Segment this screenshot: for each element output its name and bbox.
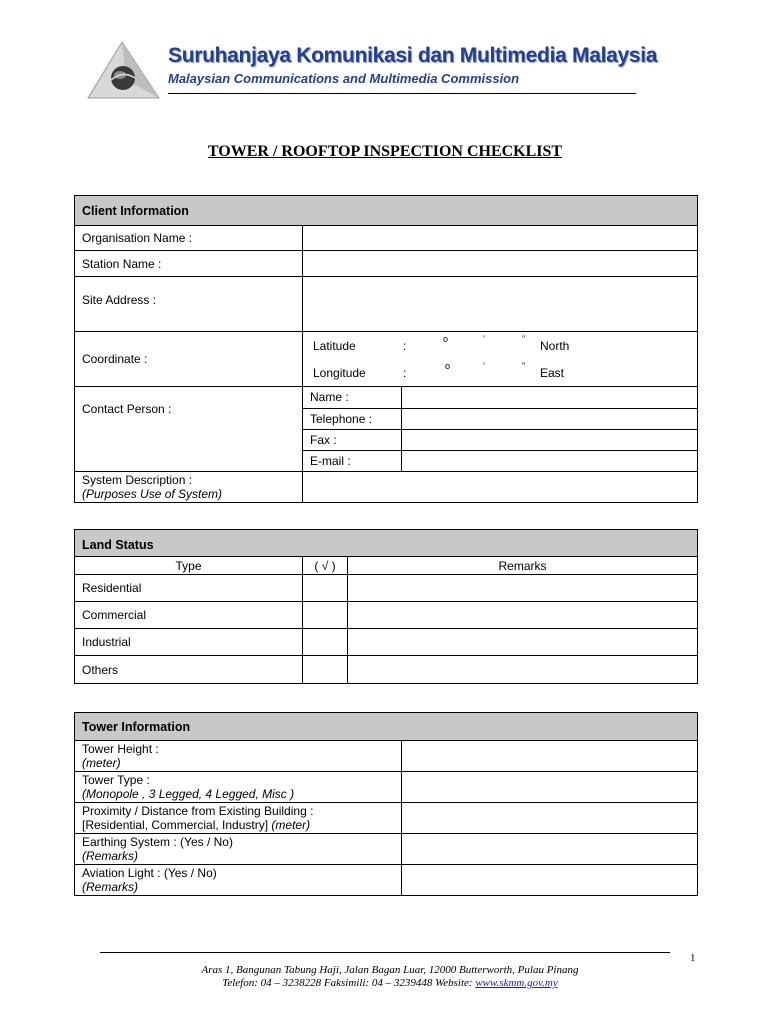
remarks-cell-industrial[interactable] <box>348 629 698 656</box>
check-cell-others[interactable] <box>303 656 348 684</box>
client-info-table <box>74 195 698 503</box>
station-field[interactable] <box>303 251 698 277</box>
colon: : <box>403 366 407 380</box>
aviation-light-label <box>75 865 402 896</box>
remarks-cell-commercial[interactable] <box>348 602 698 629</box>
check-cell-industrial[interactable] <box>303 629 348 656</box>
column-header-check: ( √ ) <box>303 557 348 575</box>
section-header-tower: Tower Information <box>75 713 698 741</box>
aviation-light-text: Aviation Light : (Yes / No) <box>82 866 217 880</box>
remarks-cell-residential[interactable] <box>348 575 698 602</box>
table-row <box>75 602 698 629</box>
footer-contact-text: Telefon: 04 – 3238228 Faksimili: 04 – 3239448 Website: <box>222 977 476 989</box>
coordinate-field[interactable] <box>303 332 698 387</box>
colon: : <box>403 339 407 353</box>
contact-subtable <box>303 387 697 471</box>
column-header-type: Type <box>75 557 303 575</box>
longitude-row <box>303 359 697 386</box>
organisation-label: Organisation Name : <box>75 226 303 251</box>
proximity-text: Proximity / Distance from Existing Building : <box>82 804 314 818</box>
table-row <box>75 629 698 656</box>
land-type-residential: Residential <box>75 575 303 602</box>
land-status-table <box>74 529 698 684</box>
longitude-label: Longitude <box>313 366 366 380</box>
footer-address: Aras 1, Bangunan Tabung Haji, Jalan Bagan Luar, 12000 Butterworth, Pulau Pinang <box>201 964 579 976</box>
table-row <box>75 656 698 684</box>
website-link[interactable]: www.skmm.gov.my <box>475 977 558 989</box>
aviation-light-field[interactable] <box>402 865 698 896</box>
telephone-label: Telephone : <box>303 408 401 429</box>
second-symbol: ” <box>522 334 525 344</box>
section-header-land: Land Status <box>75 530 698 557</box>
page-number: 1 <box>690 952 696 964</box>
minute-symbol: ’ <box>483 361 485 371</box>
tower-type-field[interactable] <box>402 772 698 803</box>
minute-symbol: ’ <box>483 334 485 344</box>
aviation-light-subtext: (Remarks) <box>82 880 138 894</box>
earthing-label <box>75 834 402 865</box>
footer-divider <box>100 952 670 953</box>
column-header-remarks: Remarks <box>348 557 698 575</box>
tower-type-subtext: (Monopole , 3 Legged, 4 Legged, Misc ) <box>82 787 295 801</box>
name-field[interactable] <box>401 387 697 408</box>
land-type-commercial: Commercial <box>75 602 303 629</box>
system-description-subtext: (Purposes Use of System) <box>82 487 223 501</box>
second-symbol: ” <box>522 361 525 371</box>
proximity-subtext <box>82 818 401 832</box>
station-label: Station Name : <box>75 251 303 277</box>
site-address-field[interactable] <box>303 277 698 332</box>
email-label: E-mail : <box>303 450 401 471</box>
tower-type-text: Tower Type : <box>82 773 150 787</box>
contact-person-field <box>303 387 698 472</box>
earthing-subtext: (Remarks) <box>82 849 138 863</box>
coordinate-label: Coordinate : <box>75 332 303 387</box>
footer-contact <box>0 977 770 989</box>
header-divider <box>168 93 636 94</box>
latitude-row <box>303 332 697 359</box>
proximity-categories: [Residential, Commercial, Industry] <box>82 818 269 832</box>
check-cell-residential[interactable] <box>303 575 348 602</box>
tower-type-label <box>75 772 402 803</box>
degree-symbol: o <box>445 361 451 371</box>
tower-height-label <box>75 741 402 772</box>
email-field[interactable] <box>401 450 697 471</box>
tower-height-field[interactable] <box>402 741 698 772</box>
organisation-field[interactable] <box>303 226 698 251</box>
proximity-unit: (meter) <box>271 818 311 832</box>
fax-label: Fax : <box>303 429 401 450</box>
proximity-field[interactable] <box>402 803 698 834</box>
table-row <box>75 575 698 602</box>
earthing-text: Earthing System : (Yes / No) <box>82 835 233 849</box>
latitude-label: Latitude <box>313 339 356 353</box>
site-address-label: Site Address : <box>75 277 303 332</box>
east-label: East <box>540 366 565 380</box>
system-description-label <box>75 472 303 503</box>
remarks-cell-others[interactable] <box>348 656 698 684</box>
document-title: TOWER / ROOFTOP INSPECTION CHECKLIST <box>207 143 563 160</box>
telephone-field[interactable] <box>401 408 697 429</box>
section-header-client: Client Information <box>75 196 698 226</box>
fax-field[interactable] <box>401 429 697 450</box>
tower-info-table <box>74 712 698 896</box>
system-description-field[interactable] <box>303 472 698 503</box>
contact-person-label: Contact Person : <box>75 387 303 472</box>
tower-height-text: Tower Height : <box>82 742 159 756</box>
org-subtitle: Malaysian Communications and Multimedia Commission <box>168 71 520 86</box>
check-cell-commercial[interactable] <box>303 602 348 629</box>
system-description-text: System Description : <box>82 473 193 487</box>
land-type-industrial: Industrial <box>75 629 303 656</box>
degree-symbol: o <box>443 334 449 344</box>
tower-height-subtext: (meter) <box>82 756 121 770</box>
north-label: North <box>540 339 570 353</box>
org-name: Suruhanjaya Komunikasi dan Multimedia Malaysia <box>168 44 658 67</box>
name-label: Name : <box>303 387 401 408</box>
proximity-label <box>75 803 402 834</box>
skmm-logo <box>86 40 160 100</box>
land-type-others: Others <box>75 656 303 684</box>
earthing-field[interactable] <box>402 834 698 865</box>
